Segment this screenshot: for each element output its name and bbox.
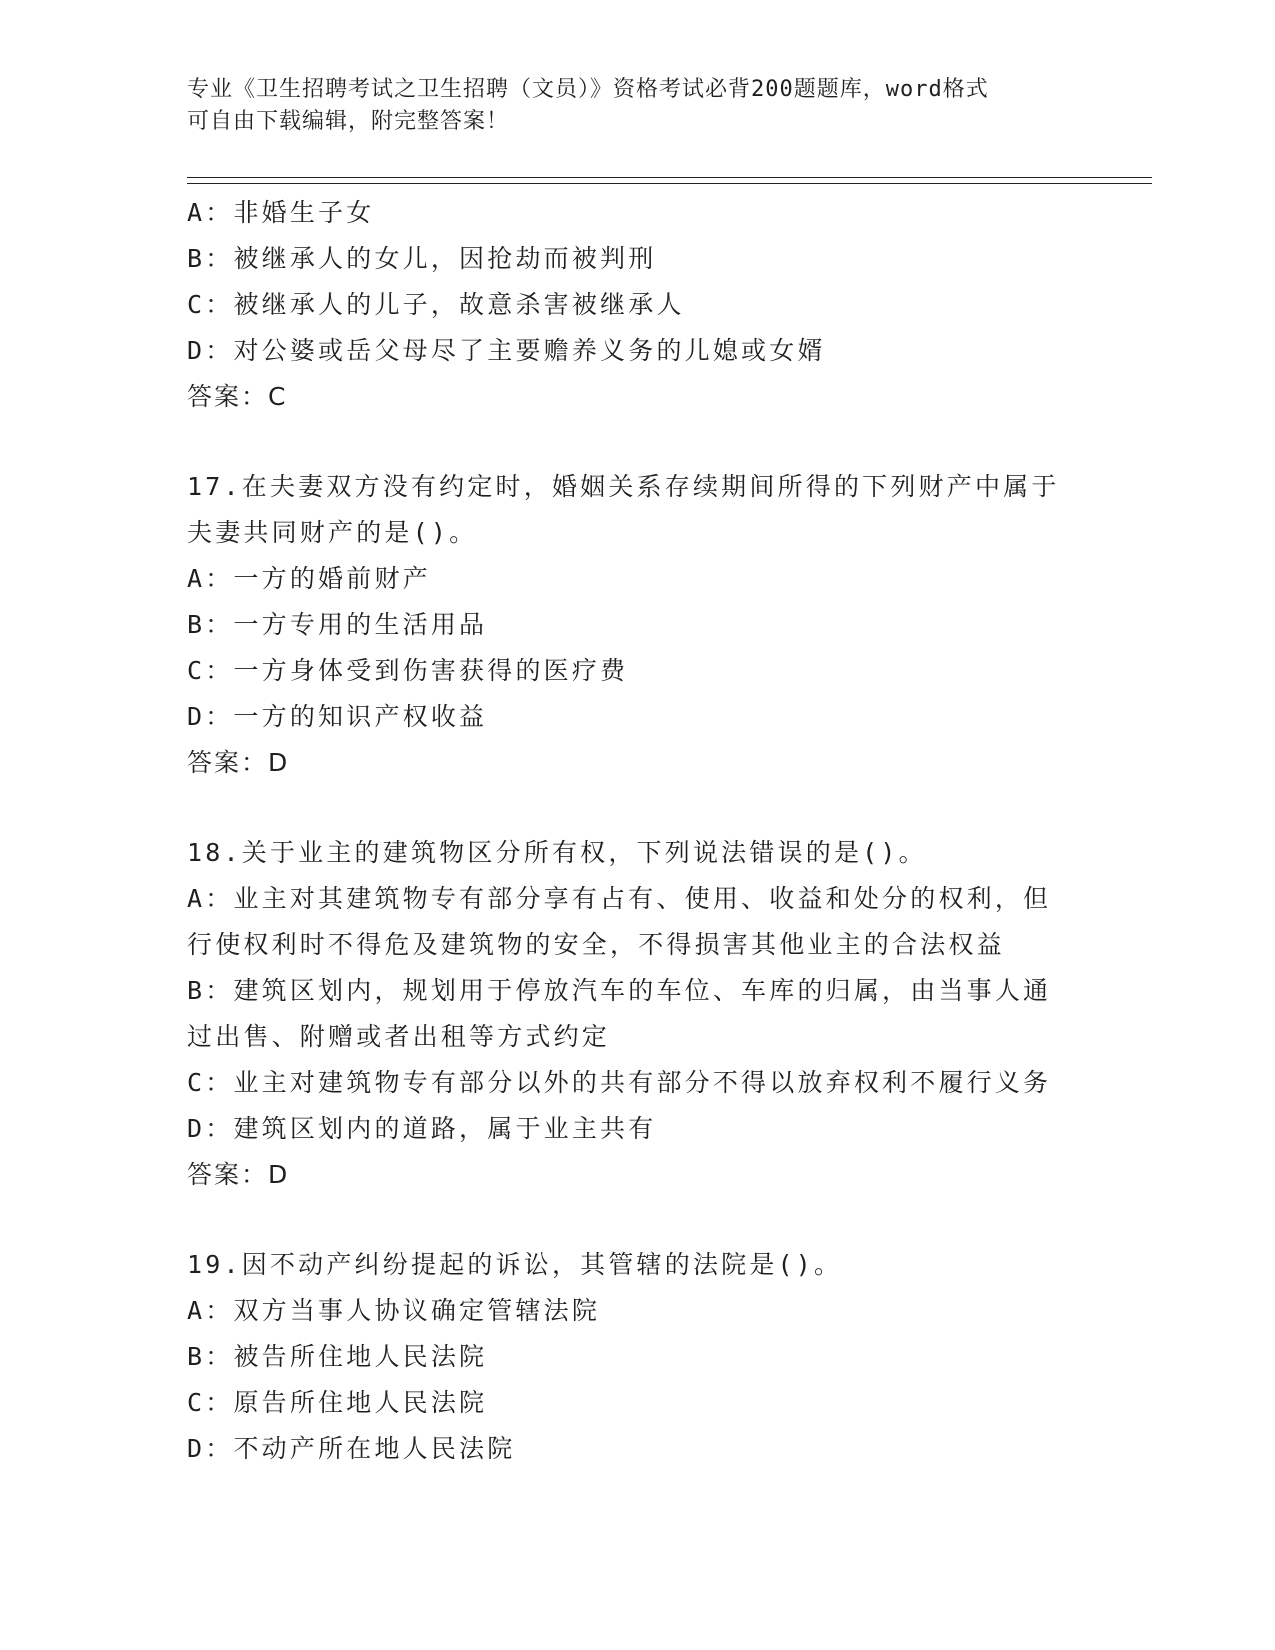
option-a: A：一方的婚前财产 <box>187 564 431 593</box>
question-stem: 17.在夫妻双方没有约定时，婚姻关系存续期间所得的下列财产中属于 <box>187 472 1060 501</box>
option-a: A：非婚生子女 <box>187 198 375 227</box>
question-list <box>187 190 1087 1472</box>
option-d: D：对公婆或岳父母尽了主要赡养义务的儿媳或女婿 <box>187 336 826 365</box>
option-c: C：业主对建筑物专有部分以外的共有部分不得以放弃权利不履行义务 <box>187 1068 1052 1097</box>
question-stem: 18.关于业主的建筑物区分所有权，下列说法错误的是()。 <box>187 838 927 867</box>
option-a-continued: 行使权利时不得危及建筑物的安全，不得损害其他业主的合法权益 <box>187 930 1005 959</box>
option-a: A：双方当事人协议确定管辖法院 <box>187 1296 601 1325</box>
header-divider-bottom <box>187 183 1152 184</box>
option-d: D：不动产所在地人民法院 <box>187 1434 516 1463</box>
option-c: C：一方身体受到伤害获得的医疗费 <box>187 656 629 685</box>
option-a: A：业主对其建筑物专有部分享有占有、使用、收益和处分的权利，但 <box>187 884 1052 913</box>
question-spacer <box>187 786 1087 830</box>
question-18 <box>187 830 1087 1198</box>
question-19 <box>187 1242 1087 1472</box>
option-d: D：一方的知识产权收益 <box>187 702 488 731</box>
option-b: B：建筑区划内，规划用于停放汽车的车位、车库的归属，由当事人通 <box>187 976 1052 1005</box>
answer-line: 答案：D <box>187 1160 290 1189</box>
question-stem: 19.因不动产纠纷提起的诉讼，其管辖的法院是()。 <box>187 1250 843 1279</box>
header-title-line-1: 专业《卫生招聘考试之卫生招聘（文员）》资格考试必背200题题库，word格式 <box>187 77 989 102</box>
header-divider-top <box>187 177 1152 178</box>
option-c: C：原告所住地人民法院 <box>187 1388 488 1417</box>
option-b: B：一方专用的生活用品 <box>187 610 488 639</box>
header-title-line-2: 可自由下载编辑，附完整答案！ <box>187 109 510 134</box>
question-17 <box>187 464 1087 786</box>
answer-line: 答案：C <box>187 382 288 411</box>
question-stem-continued: 夫妻共同财产的是()。 <box>187 518 478 547</box>
option-d: D：建筑区划内的道路，属于业主共有 <box>187 1114 657 1143</box>
option-b-continued: 过出售、附赠或者出租等方式约定 <box>187 1022 611 1051</box>
option-c: C：被继承人的儿子，故意杀害被继承人 <box>187 290 685 319</box>
question-spacer <box>187 420 1087 464</box>
question-spacer <box>187 1198 1087 1242</box>
option-b: B：被继承人的女儿，因抢劫而被判刑 <box>187 244 657 273</box>
document-header <box>187 74 1087 138</box>
option-b: B：被告所住地人民法院 <box>187 1342 488 1371</box>
question-16 <box>187 190 1087 420</box>
answer-line: 答案：D <box>187 748 290 777</box>
